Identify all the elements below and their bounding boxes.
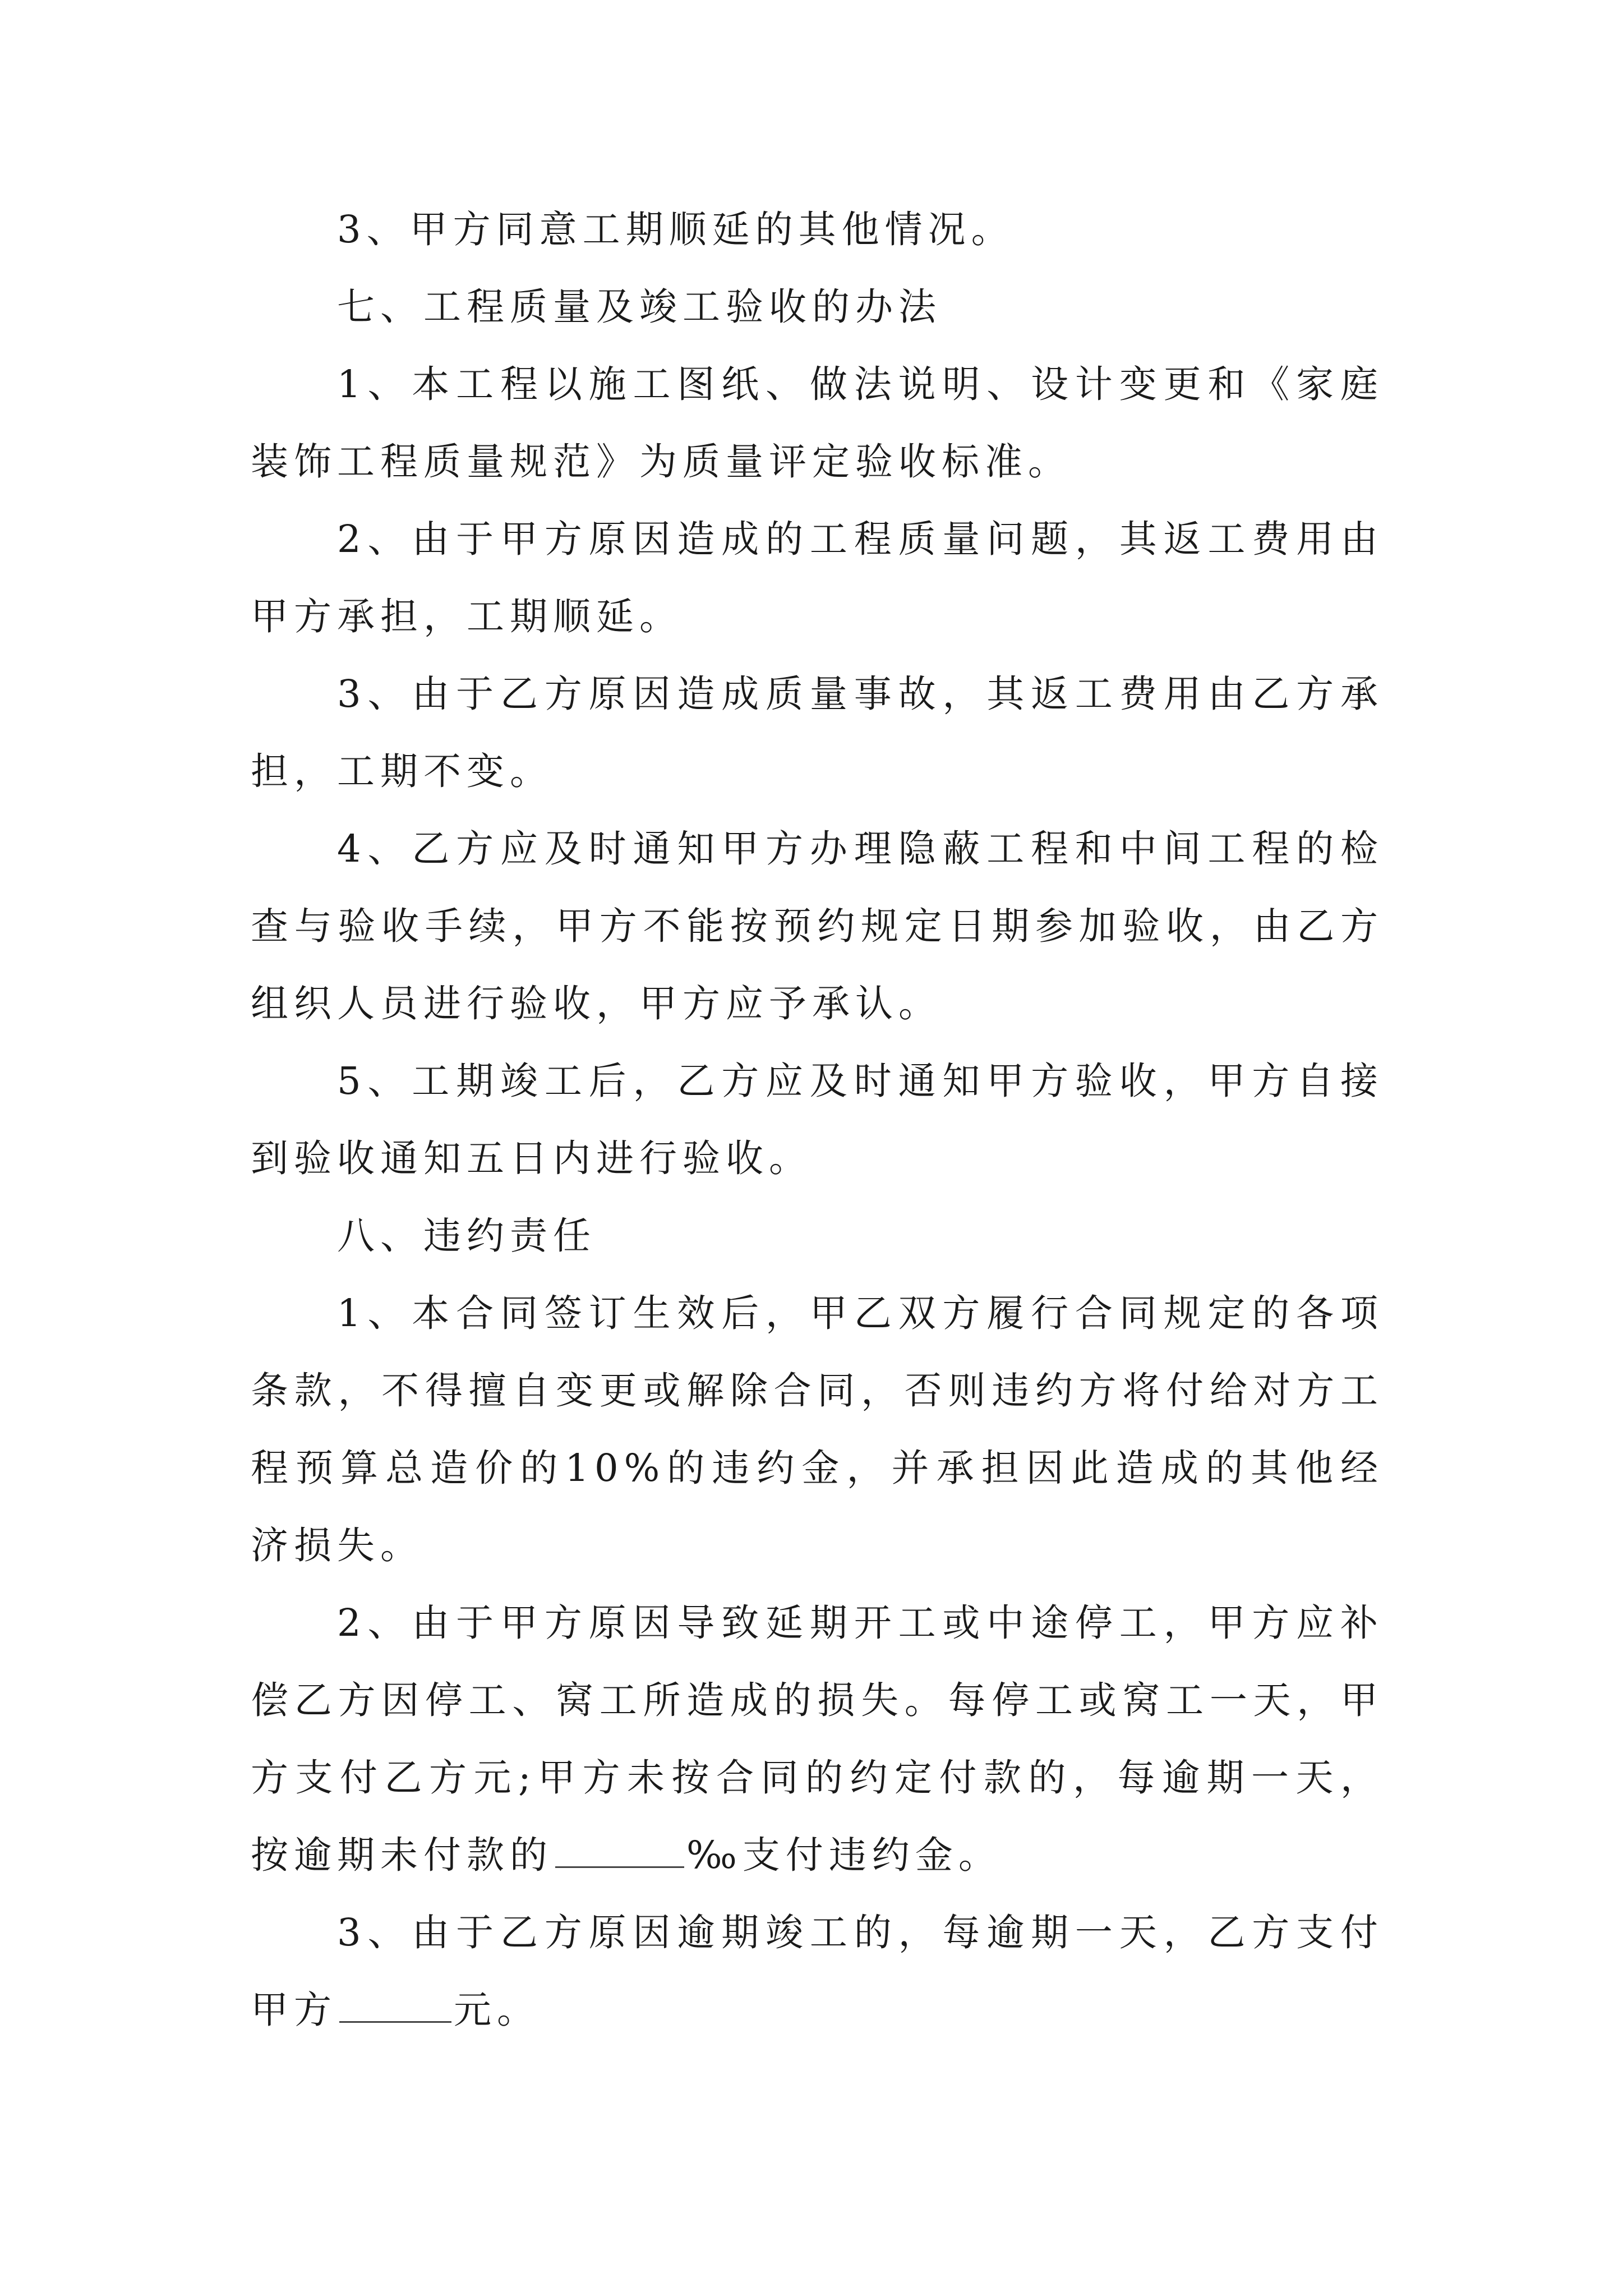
paragraph: 5、工期竣工后，乙方应及时通知甲方验收，甲方自接到验收通知五日内进行验收。 (251, 1059, 1384, 1180)
paragraph: 3、甲方同意工期顺延的其他情况。 (337, 208, 1015, 251)
paragraph: 2、由于甲方原因造成的工程质量问题，其返工费用由甲方承担，工期顺延。 (251, 517, 1384, 638)
paragraph: 3、由于乙方原因造成质量事故，其返工费用由乙方承担，工期不变。 (251, 672, 1384, 793)
paragraph: 1、本合同签订生效后，甲乙双方履行合同规定的各项条款，不得擅自变更或解除合同，否则违约方将付给对方工程预算总造价的10%的违约金，并承担因此造成的其他经济损失。 (251, 1291, 1384, 1567)
paragraph: 4、乙方应及时通知甲方办理隐蔽工程和中间工程的检查与验收手续，甲方不能按预约规定日期参加验收，由乙方组织人员进行验收，甲方应予承认。 (251, 827, 1384, 1025)
paragraph-text: 2、由于甲方原因导致延期开工或中途停工，甲方应补偿乙方因停工、窝工所造成的损失。每停工或窝工一天，甲方支付乙方元;甲方未按合同的约定付款的，每逾期一天，按逾期未付款的 (251, 1601, 1384, 1877)
fill-in-blank (339, 1985, 451, 2023)
document-body (251, 191, 1384, 2049)
paragraph-text: 3、由于乙方原因逾期竣工的，每逾期一天，乙方支付甲方 (251, 1911, 1384, 2032)
section-heading: 八、违约责任 (337, 1214, 596, 1258)
paragraph-with-blank (251, 1584, 1384, 1894)
fill-in-blank (555, 1830, 684, 1868)
paragraph-text: ‰支付违约金。 (686, 1833, 1002, 1877)
paragraph-text: 元。 (454, 1988, 540, 2032)
paragraph: 1、本工程以施工图纸、做法说明、设计变更和《家庭装饰工程质量规范》为质量评定验收标准。 (251, 362, 1384, 484)
section-heading: 七、工程质量及竣工验收的办法 (337, 285, 942, 329)
paragraph-with-blank (251, 1894, 1384, 2049)
